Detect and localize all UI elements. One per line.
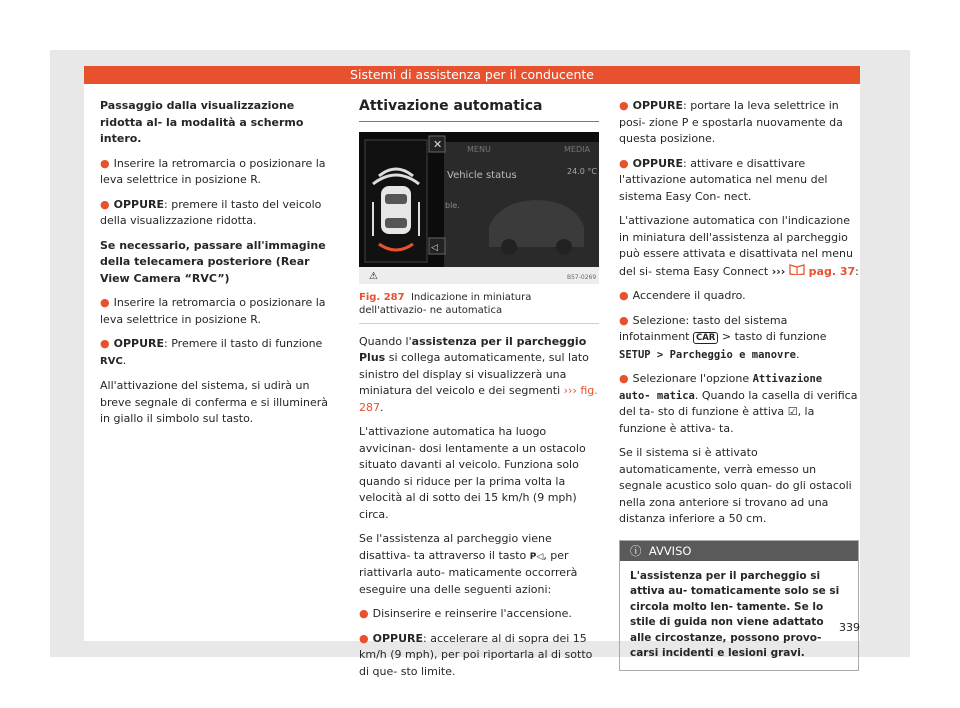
- left-column: [100, 98, 340, 436]
- paragraph: L'attivazione automatica con l'indicazione in miniatura dell'assistenza al parcheggio può essere attivata e disattivata nel menu del si- stema Easy Connect ››› pag. 37:: [619, 213, 859, 280]
- middle-column: [359, 98, 599, 688]
- figure-caption: Fig. 287 Indicazione in miniatura dell'attivazio- ne automatica: [359, 291, 599, 324]
- list-item: ● OPPURE: accelerare al di sopra dei 15 km/h (9 mph), per poi riportarla al di sotto di que- sto limite.: [359, 631, 593, 678]
- subheading-miniature: Passaggio dalla visualizzazione ridotta al- la modalità a schermo intero.: [100, 99, 304, 145]
- parking-button-icon: P◁: [529, 551, 544, 562]
- bullet-icon: ●: [619, 289, 629, 302]
- list-item: ● Inserire la retromarcia o posizionare la leva selettrice in posizione R.: [100, 156, 326, 186]
- paragraph: All'attivazione del sistema, si udirà un breve segnale di conferma e si illuminerà in giallo il simbolo sul tasto.: [100, 379, 328, 425]
- figure-code: B57-0269: [567, 273, 597, 281]
- warning-info-icon: ⓘ: [630, 543, 642, 558]
- section-header: Sistemi di assistenza per il conducente: [84, 66, 860, 84]
- paragraph: Quando l'assistenza per il parcheggio Plus si collega automaticamente, sul lato sinistro del display si visualizzerà una miniatura del veicolo e dei segmenti ››› fig. 287.: [359, 334, 598, 414]
- page-number: 339: [839, 621, 860, 634]
- car-key-icon: CAR: [693, 332, 718, 344]
- subheading-rvc: Se necessario, passare all'immagine della telecamera posteriore (Rear View Camera “RVC”): [100, 238, 326, 285]
- figure-287: [359, 132, 599, 284]
- book-reference-icon: [789, 263, 805, 281]
- list-item: ● OPPURE: portare la leva selettrice in posi- zione P e spostarla nuovamente da questa posizione.: [619, 99, 843, 145]
- list-item: ● OPPURE: premere il tasto del veicolo della visualizzazione ridotta.: [100, 197, 322, 227]
- list-item: ● Selezione: tasto del sistema infotainment CAR > tasto di funzione SETUP > Parcheggio e manovre.: [619, 313, 827, 361]
- bullet-icon: ●: [100, 337, 110, 350]
- bullet-icon: ●: [619, 156, 629, 170]
- list-item: ● Inserire la retromarcia o posizionare la leva selettrice in posizione R.: [100, 296, 326, 326]
- right-column: [619, 98, 859, 671]
- bullet-icon: ●: [359, 607, 369, 620]
- list-item: ● OPPURE: attivare e disattivare l'attivazione automatica nel menu del sistema Easy Con- nect.: [619, 156, 828, 203]
- vehicle-status-label: Vehicle status: [447, 169, 517, 181]
- warning-header: ⓘ AVVISO: [620, 541, 858, 561]
- media-label: MEDIA: [564, 144, 590, 154]
- list-item: ● Selezionare l'opzione Attivazione auto- matica. Quando la casella di verifica del ta- sto di funzione è attiva ☑, la funzione è attiva- ta.: [619, 372, 858, 435]
- parking-display-illustration: [359, 132, 599, 284]
- page-reference-link[interactable]: pag. 37: [804, 264, 856, 278]
- paragraph: L'attivazione automatica ha luogo avvicinan- dosi lentamente a un ostacolo situato davanti al veicolo. Funziona solo quando si riduce per la prima volta la velocità al di sotto dei 15 km/h (9 mph) circa.: [359, 425, 586, 521]
- partial-label: ble.: [445, 200, 460, 210]
- menu-label: MENU: [467, 144, 491, 154]
- list-item: ● Disinserire e reinserire l'accensione.: [359, 607, 572, 620]
- section-heading: Attivazione automatica: [359, 98, 599, 122]
- bullet-icon: ●: [100, 296, 110, 309]
- bullet-icon: ●: [100, 156, 110, 170]
- warning-triangle-icon: ⚠: [369, 270, 378, 282]
- bullet-icon: ●: [619, 313, 629, 327]
- bullet-icon: ●: [359, 631, 369, 645]
- rvc-key: RVC: [100, 355, 123, 367]
- paragraph: Se il sistema si è attivato automaticamente, verrà emesso un segnale acustico solo quan- do gli ostacoli nella zona anteriore si trovano ad una distanza inferiore a 50 cm.: [619, 446, 852, 525]
- parking-sound-icon: ◁: [431, 242, 438, 253]
- checkbox-checked-icon: ☑: [787, 405, 798, 418]
- paragraph: Se l'assistenza al parcheggio viene disattiva- ta attraverso il tasto P◁, per riattivarla auto- maticamente occorrerà eseguire una delle seguenti azioni:: [359, 532, 578, 596]
- temperature-label: 24.0 °C: [567, 166, 597, 176]
- warning-box: [619, 540, 859, 671]
- warning-text: L'assistenza per il parcheggio si attiva au- tomaticamente solo se si circola molto len- tamente. Se lo stile di guida non viene adattato alle circostanze, possono provo- carsi incidenti e lesioni gravi.: [630, 569, 840, 659]
- list-item: ● OPPURE: Premere il tasto di funzione RVC.: [100, 337, 323, 367]
- figure-reference-link[interactable]: ››› fig. 287: [359, 384, 598, 414]
- bullet-icon: ●: [619, 99, 629, 112]
- bullet-icon: ●: [619, 372, 629, 385]
- list-item: ● Accendere il quadro.: [619, 289, 746, 302]
- bullet-icon: ●: [100, 197, 110, 211]
- close-icon: ✕: [433, 137, 443, 151]
